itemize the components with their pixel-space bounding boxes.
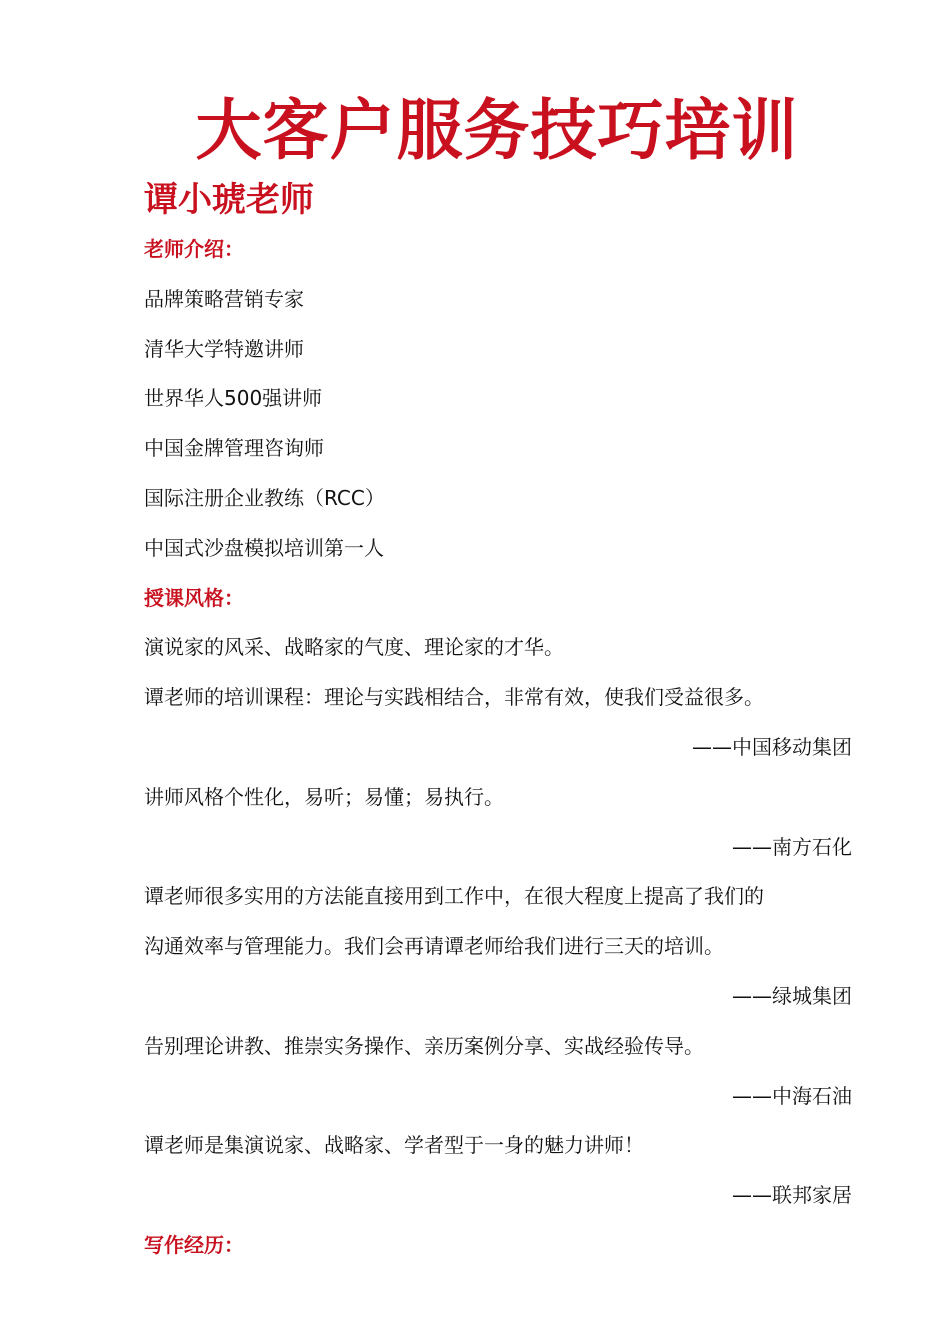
style-heading: 授课风格：: [144, 585, 244, 610]
testimonial-text: 沟通效率与管理能力。我们会再请谭老师给我们进行三天的培训。: [144, 934, 724, 959]
intro-heading: 老师介绍：: [144, 237, 244, 261]
writing-heading: 写作经历：: [144, 1232, 244, 1257]
testimonial-source: ——南方石化: [732, 834, 852, 859]
testimonial-text: 谭老师很多实用的方法能直接用到工作中，在很大程度上提高了我们的: [144, 884, 764, 909]
testimonial-text: 告别理论讲教、推崇实务操作、亲历案例分享、实战经验传导。: [144, 1033, 704, 1058]
intro-item: 中国式沙盘模拟培训第一人: [144, 535, 384, 560]
testimonial-source: ——中海石油: [732, 1083, 852, 1108]
intro-item: 中国金牌管理咨询师: [144, 436, 324, 461]
testimonial-source: ——绿城集团: [732, 983, 852, 1008]
intro-item: 世界华人500强讲师: [144, 386, 323, 411]
document-title: 大客户服务技巧培训: [195, 92, 799, 169]
document-body: [144, 229, 852, 1275]
testimonial-source: ——联邦家居: [732, 1183, 852, 1208]
testimonial-source: ——中国移动集团: [692, 734, 852, 759]
testimonial-text: 谭老师是集演说家、战略家、学者型于一身的魅力讲师！: [144, 1133, 644, 1158]
intro-item: 国际注册企业教练（RCC）: [144, 485, 385, 510]
testimonial-text: 谭老师的培训课程：理论与实践相结合，非常有效，使我们受益很多。: [144, 685, 764, 710]
teacher-name: 谭小琥老师: [144, 180, 314, 220]
style-summary: 演说家的风采、战略家的气度、理论家的才华。: [144, 635, 564, 660]
testimonial-text: 讲师风格个性化，易听；易懂；易执行。: [144, 784, 504, 809]
intro-item: 清华大学特邀讲师: [144, 336, 304, 361]
intro-item: 品牌策略营销专家: [144, 286, 304, 311]
